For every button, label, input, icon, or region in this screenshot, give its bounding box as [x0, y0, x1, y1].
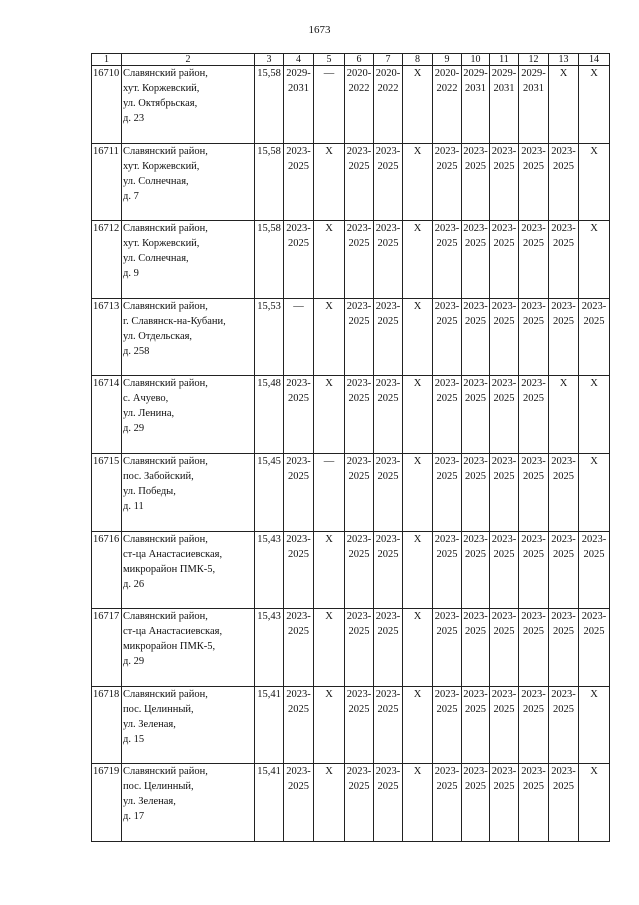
address-cell	[122, 376, 255, 454]
address-line: д. 29	[123, 423, 145, 435]
cell-c8: Х	[403, 609, 433, 687]
cell-c7: 2023-2025	[374, 143, 403, 221]
column-header-2: 2	[122, 54, 255, 66]
cell-c13: 2023-2025	[549, 764, 579, 842]
cell-c12: 2023-2025	[519, 298, 549, 376]
address-line: микрорайон ПМК-5,	[123, 563, 216, 575]
row-number: 16716	[92, 531, 122, 609]
cell-c13: 2023-2025	[549, 686, 579, 764]
cell-c12: 2023-2025	[519, 686, 549, 764]
column-header-8: 8	[403, 54, 433, 66]
cell-c9: 2023-2025	[433, 143, 462, 221]
row-number: 16714	[92, 376, 122, 454]
cell-c3: 15,43	[255, 609, 284, 687]
cell-c8: Х	[403, 376, 433, 454]
cell-c7: 2020-2022	[374, 66, 403, 144]
cell-c4: —	[284, 298, 314, 376]
cell-c8: Х	[403, 221, 433, 299]
cell-c13: Х	[549, 376, 579, 454]
address-line: Славянский район,	[123, 378, 208, 390]
cell-c6: 2023-2025	[345, 143, 374, 221]
address-line: Славянский район,	[123, 766, 208, 778]
cell-c6: 2023-2025	[345, 531, 374, 609]
cell-c9: 2023-2025	[433, 609, 462, 687]
address-line: пос. Забойский,	[123, 470, 194, 482]
cell-c11: 2023-2025	[490, 531, 519, 609]
address-cell	[122, 453, 255, 531]
address-line: пос. Целинный,	[123, 781, 194, 793]
address-line: Славянский район,	[123, 145, 208, 157]
address-cell	[122, 609, 255, 687]
register-table	[91, 53, 610, 842]
address-line: Славянский район,	[123, 611, 208, 623]
cell-c4: 2023-2025	[284, 764, 314, 842]
address-line: Славянский район,	[123, 223, 208, 235]
row-number: 16719	[92, 764, 122, 842]
cell-c9: 2023-2025	[433, 764, 462, 842]
cell-c11: 2023-2025	[490, 453, 519, 531]
cell-c14: Х	[579, 66, 610, 144]
row-number: 16712	[92, 221, 122, 299]
address-cell	[122, 143, 255, 221]
column-header-14: 14	[579, 54, 610, 66]
cell-c10: 2023-2025	[462, 686, 490, 764]
page-number: 1673	[308, 24, 331, 36]
cell-c3: 15,45	[255, 453, 284, 531]
address-line: Славянский район,	[123, 688, 208, 700]
cell-c4: 2023-2025	[284, 609, 314, 687]
cell-c11: 2023-2025	[490, 298, 519, 376]
cell-c3: 15,41	[255, 764, 284, 842]
column-header-12: 12	[519, 54, 549, 66]
column-header-1: 1	[92, 54, 122, 66]
table-row	[92, 221, 610, 299]
cell-c3: 15,48	[255, 376, 284, 454]
table-row	[92, 609, 610, 687]
cell-c5: —	[314, 453, 345, 531]
cell-c14: 2023-2025	[579, 609, 610, 687]
cell-c7: 2023-2025	[374, 376, 403, 454]
cell-c10: 2023-2025	[462, 531, 490, 609]
cell-c4: 2023-2025	[284, 376, 314, 454]
cell-c5: Х	[314, 531, 345, 609]
cell-c9: 2023-2025	[433, 686, 462, 764]
cell-c5: Х	[314, 376, 345, 454]
cell-c6: 2023-2025	[345, 686, 374, 764]
address-line: Славянский район,	[123, 455, 208, 467]
cell-c8: Х	[403, 143, 433, 221]
cell-c14: Х	[579, 453, 610, 531]
cell-c4: 2023-2025	[284, 686, 314, 764]
cell-c3: 15,58	[255, 143, 284, 221]
cell-c5: Х	[314, 143, 345, 221]
cell-c12: 2023-2025	[519, 221, 549, 299]
column-header-11: 11	[490, 54, 519, 66]
cell-c14: Х	[579, 376, 610, 454]
cell-c7: 2023-2025	[374, 764, 403, 842]
cell-c7: 2023-2025	[374, 609, 403, 687]
cell-c9: 2023-2025	[433, 453, 462, 531]
cell-c8: Х	[403, 686, 433, 764]
address-line: ул. Зеленая,	[123, 718, 176, 730]
row-number: 16717	[92, 609, 122, 687]
table-row	[92, 376, 610, 454]
cell-c10: 2029-2031	[462, 66, 490, 144]
cell-c7: 2023-2025	[374, 453, 403, 531]
cell-c7: 2023-2025	[374, 298, 403, 376]
cell-c6: 2023-2025	[345, 221, 374, 299]
address-line: д. 26	[123, 578, 145, 590]
column-header-3: 3	[255, 54, 284, 66]
cell-c13: 2023-2025	[549, 298, 579, 376]
cell-c11: 2023-2025	[490, 609, 519, 687]
address-line: ст-ца Анастасиевская,	[123, 548, 223, 560]
cell-c7: 2023-2025	[374, 686, 403, 764]
address-cell	[122, 764, 255, 842]
cell-c8: Х	[403, 764, 433, 842]
address-cell	[122, 298, 255, 376]
table-body	[92, 66, 610, 842]
row-number: 16710	[92, 66, 122, 144]
address-line: микрорайон ПМК-5,	[123, 641, 216, 653]
cell-c5: Х	[314, 609, 345, 687]
cell-c13: 2023-2025	[549, 221, 579, 299]
address-line: д. 15	[123, 733, 145, 745]
address-line: ул. Зеленая,	[123, 796, 176, 808]
address-line: хут. Коржевский,	[123, 238, 200, 250]
address-line: Славянский район,	[123, 68, 208, 79]
cell-c5: Х	[314, 686, 345, 764]
cell-c12: 2023-2025	[519, 609, 549, 687]
cell-c10: 2023-2025	[462, 143, 490, 221]
table-row	[92, 764, 610, 842]
address-line: д. 9	[123, 268, 139, 280]
address-line: хут. Коржевский,	[123, 160, 200, 172]
cell-c3: 15,41	[255, 686, 284, 764]
cell-c4: 2023-2025	[284, 531, 314, 609]
address-line: д. 11	[123, 500, 144, 512]
cell-c12: 2023-2025	[519, 376, 549, 454]
cell-c14: 2023-2025	[579, 298, 610, 376]
cell-c6: 2023-2025	[345, 453, 374, 531]
row-number: 16711	[92, 143, 122, 221]
address-line: ул. Солнечная,	[123, 175, 189, 187]
cell-c9: 2023-2025	[433, 531, 462, 609]
address-line: ул. Солнечная,	[123, 253, 189, 265]
address-line: д. 17	[123, 811, 145, 823]
table-row	[92, 143, 610, 221]
cell-c10: 2023-2025	[462, 453, 490, 531]
cell-c8: Х	[403, 531, 433, 609]
cell-c3: 15,58	[255, 66, 284, 144]
cell-c10: 2023-2025	[462, 298, 490, 376]
column-header-13: 13	[549, 54, 579, 66]
address-line: ул. Ленина,	[123, 408, 175, 420]
address-line: Славянский район,	[123, 533, 208, 545]
column-header-5: 5	[314, 54, 345, 66]
cell-c14: Х	[579, 221, 610, 299]
table-row	[92, 66, 610, 144]
address-line: с. Ачуево,	[123, 393, 169, 405]
column-header-7: 7	[374, 54, 403, 66]
cell-c13: 2023-2025	[549, 531, 579, 609]
cell-c13: 2023-2025	[549, 609, 579, 687]
column-header-10: 10	[462, 54, 490, 66]
cell-c6: 2023-2025	[345, 376, 374, 454]
cell-c6: 2020-2022	[345, 66, 374, 144]
cell-c12: 2023-2025	[519, 453, 549, 531]
row-number: 16718	[92, 686, 122, 764]
address-line: г. Славянск-на-Кубани,	[123, 315, 226, 327]
cell-c11: 2029-2031	[490, 66, 519, 144]
table-row	[92, 298, 610, 376]
cell-c9: 2023-2025	[433, 376, 462, 454]
cell-c10: 2023-2025	[462, 609, 490, 687]
address-line: д. 23	[123, 113, 145, 124]
cell-c3: 15,53	[255, 298, 284, 376]
address-line: Славянский район,	[123, 300, 208, 312]
cell-c12: 2023-2025	[519, 143, 549, 221]
cell-c10: 2023-2025	[462, 221, 490, 299]
cell-c9: 2020-2022	[433, 66, 462, 144]
address-line: ул. Октябрьская,	[123, 98, 198, 109]
cell-c13: 2023-2025	[549, 453, 579, 531]
cell-c4: 2023-2025	[284, 453, 314, 531]
cell-c13: Х	[549, 66, 579, 144]
header-row	[92, 54, 610, 66]
cell-c11: 2023-2025	[490, 764, 519, 842]
cell-c4: 2023-2025	[284, 221, 314, 299]
cell-c10: 2023-2025	[462, 764, 490, 842]
address-cell	[122, 531, 255, 609]
cell-c14: Х	[579, 686, 610, 764]
table-row	[92, 686, 610, 764]
address-line: д. 258	[123, 345, 150, 357]
cell-c12: 2023-2025	[519, 764, 549, 842]
cell-c3: 15,58	[255, 221, 284, 299]
cell-c8: Х	[403, 453, 433, 531]
cell-c13: 2023-2025	[549, 143, 579, 221]
cell-c4: 2023-2025	[284, 143, 314, 221]
cell-c7: 2023-2025	[374, 531, 403, 609]
column-header-9: 9	[433, 54, 462, 66]
address-cell	[122, 221, 255, 299]
cell-c14: Х	[579, 143, 610, 221]
cell-c11: 2023-2025	[490, 686, 519, 764]
table-row	[92, 531, 610, 609]
cell-c5: Х	[314, 764, 345, 842]
cell-c5: —	[314, 66, 345, 144]
cell-c5: Х	[314, 221, 345, 299]
address-line: ул. Победы,	[123, 485, 176, 497]
address-line: пос. Целинный,	[123, 703, 194, 715]
cell-c11: 2023-2025	[490, 143, 519, 221]
cell-c12: 2023-2025	[519, 531, 549, 609]
cell-c5: Х	[314, 298, 345, 376]
cell-c9: 2023-2025	[433, 221, 462, 299]
cell-c14: Х	[579, 764, 610, 842]
row-number: 16713	[92, 298, 122, 376]
cell-c9: 2023-2025	[433, 298, 462, 376]
cell-c3: 15,43	[255, 531, 284, 609]
address-cell	[122, 66, 255, 144]
column-header-4: 4	[284, 54, 314, 66]
column-header-6: 6	[345, 54, 374, 66]
address-cell	[122, 686, 255, 764]
cell-c12: 2029-2031	[519, 66, 549, 144]
address-line: ст-ца Анастасиевская,	[123, 626, 223, 638]
cell-c7: 2023-2025	[374, 221, 403, 299]
address-line: д. 29	[123, 656, 145, 668]
cell-c11: 2023-2025	[490, 221, 519, 299]
cell-c6: 2023-2025	[345, 764, 374, 842]
cell-c8: Х	[403, 66, 433, 144]
cell-c11: 2023-2025	[490, 376, 519, 454]
cell-c8: Х	[403, 298, 433, 376]
row-number: 16715	[92, 453, 122, 531]
address-line: д. 7	[123, 190, 139, 202]
address-line: ул. Отдельская,	[123, 330, 193, 342]
cell-c6: 2023-2025	[345, 609, 374, 687]
address-line: хут. Коржевский,	[123, 83, 200, 94]
cell-c14: 2023-2025	[579, 531, 610, 609]
cell-c4: 2029-2031	[284, 66, 314, 144]
cell-c10: 2023-2025	[462, 376, 490, 454]
cell-c6: 2023-2025	[345, 298, 374, 376]
table-row	[92, 453, 610, 531]
